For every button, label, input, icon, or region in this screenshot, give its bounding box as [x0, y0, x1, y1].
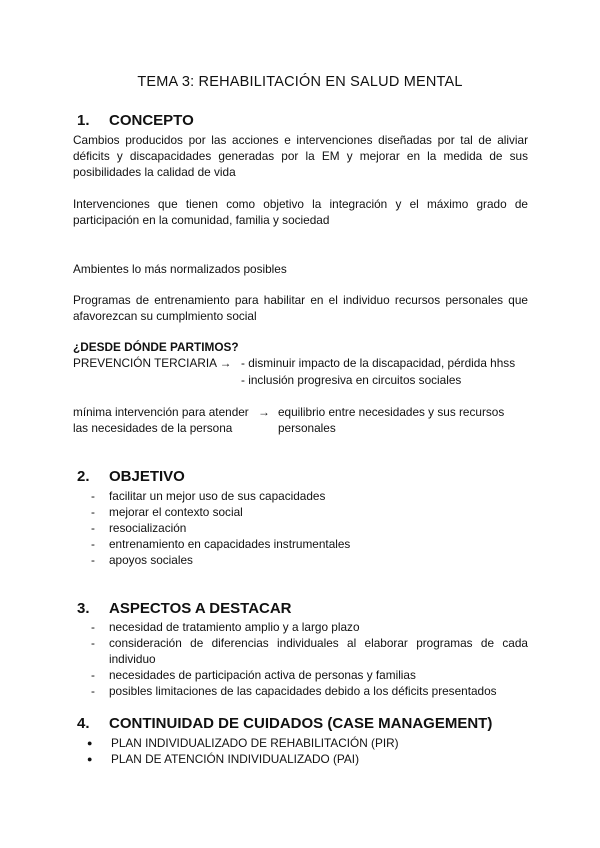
- dash-marker: -: [91, 636, 95, 650]
- objective-list: [73, 488, 528, 568]
- section-2-title: OBJETIVO: [109, 468, 185, 485]
- prevention-arrow: →: [219, 356, 232, 370]
- list-item: - resocialización: [91, 521, 187, 535]
- section-3-number: 3.: [77, 600, 90, 617]
- concept-paragraph-3: Ambientes lo más normalizados posibles: [73, 262, 287, 276]
- dash-marker: -: [91, 553, 95, 567]
- list-item: - entrenamiento en capacidades instrumentales: [91, 537, 351, 551]
- balance-line-2: personales: [278, 421, 336, 435]
- section-1-heading: [77, 112, 194, 129]
- concept-paragraph-4: Programas de entrenamiento para habilitar en el individuo recursos personales que afavorezcan su cumplmiento social: [73, 293, 528, 323]
- concept-paragraph-2: Intervenciones que tienen como objetivo la integración y el máximo grado de participación en la comunidad, familia y sociedad: [73, 197, 528, 227]
- list-item: - facilitar un mejor uso de sus capacidades: [91, 489, 326, 503]
- bullet-marker: ●: [87, 738, 93, 748]
- list-item: - consideración de diferencias individuales al elaborar programas de cada individuo: [91, 636, 528, 666]
- section-3-heading: [77, 600, 292, 617]
- bullet-marker: ●: [87, 754, 93, 764]
- list-item: ● PLAN INDIVIDUALIZADO DE REHABILITACIÓN (PIR): [87, 736, 399, 750]
- dash-marker: -: [91, 684, 95, 698]
- list-item: - apoyos sociales: [91, 553, 193, 567]
- list-item: - mejorar el contexto social: [91, 505, 243, 519]
- prevention-item-1: - disminuir impacto de la discapacidad, pérdida hhss: [241, 356, 516, 370]
- dash-marker: -: [91, 489, 95, 503]
- continuity-list: [73, 735, 528, 767]
- list-item: - posibles limitaciones de las capacidades debido a los déficits presentados: [91, 684, 497, 698]
- list-item: - necesidades de participación activa de personas y familias: [91, 668, 416, 682]
- section-1-number: 1.: [77, 112, 90, 129]
- section-1-title: CONCEPTO: [109, 112, 194, 129]
- aspects-list: [73, 619, 528, 699]
- list-item: ● PLAN DE ATENCIÓN INDIVIDUALIZADO (PAI): [87, 752, 359, 766]
- section-3-title: ASPECTOS A DESTACAR: [109, 600, 292, 617]
- section-2-number: 2.: [77, 468, 90, 485]
- subheading-desde-donde: ¿DESDE DÓNDE PARTIMOS?: [73, 340, 239, 354]
- section-4-heading: [77, 715, 492, 732]
- dash-marker: -: [91, 505, 95, 519]
- list-item: - necesidad de tratamiento amplio y a largo plazo: [91, 620, 360, 634]
- section-4-title: CONTINUIDAD DE CUIDADOS (CASE MANAGEMENT): [109, 715, 493, 732]
- section-2-heading: [77, 468, 185, 485]
- dash-marker: -: [91, 620, 95, 634]
- prevention-label: [73, 356, 231, 370]
- minimal-intervention-arrow: →: [258, 405, 270, 419]
- minimal-intervention-line-1: mínima intervención para atender: [73, 405, 249, 419]
- document-title: TEMA 3: REHABILITACIÓN EN SALUD MENTAL: [137, 74, 463, 90]
- prevention-item-2: - inclusión progresiva en circuitos sociales: [241, 373, 462, 387]
- concept-paragraph-1: Cambios producidos por las acciones e intervenciones diseñadas por tal de aliviar déficits y discapacidades generadas por la EM y mejorar en la medida de sus posibilidades la calidad de vida: [73, 133, 528, 179]
- prevention-label-text: PREVENCIÓN TERCIARIA: [73, 356, 217, 370]
- balance-line-1: equilibrio entre necesidades y sus recursos: [278, 405, 505, 419]
- dash-marker: -: [91, 668, 95, 682]
- section-4-number: 4.: [77, 715, 90, 732]
- dash-marker: -: [91, 521, 95, 535]
- minimal-intervention-line-2: las necesidades de la persona: [73, 421, 233, 435]
- dash-marker: -: [91, 537, 95, 551]
